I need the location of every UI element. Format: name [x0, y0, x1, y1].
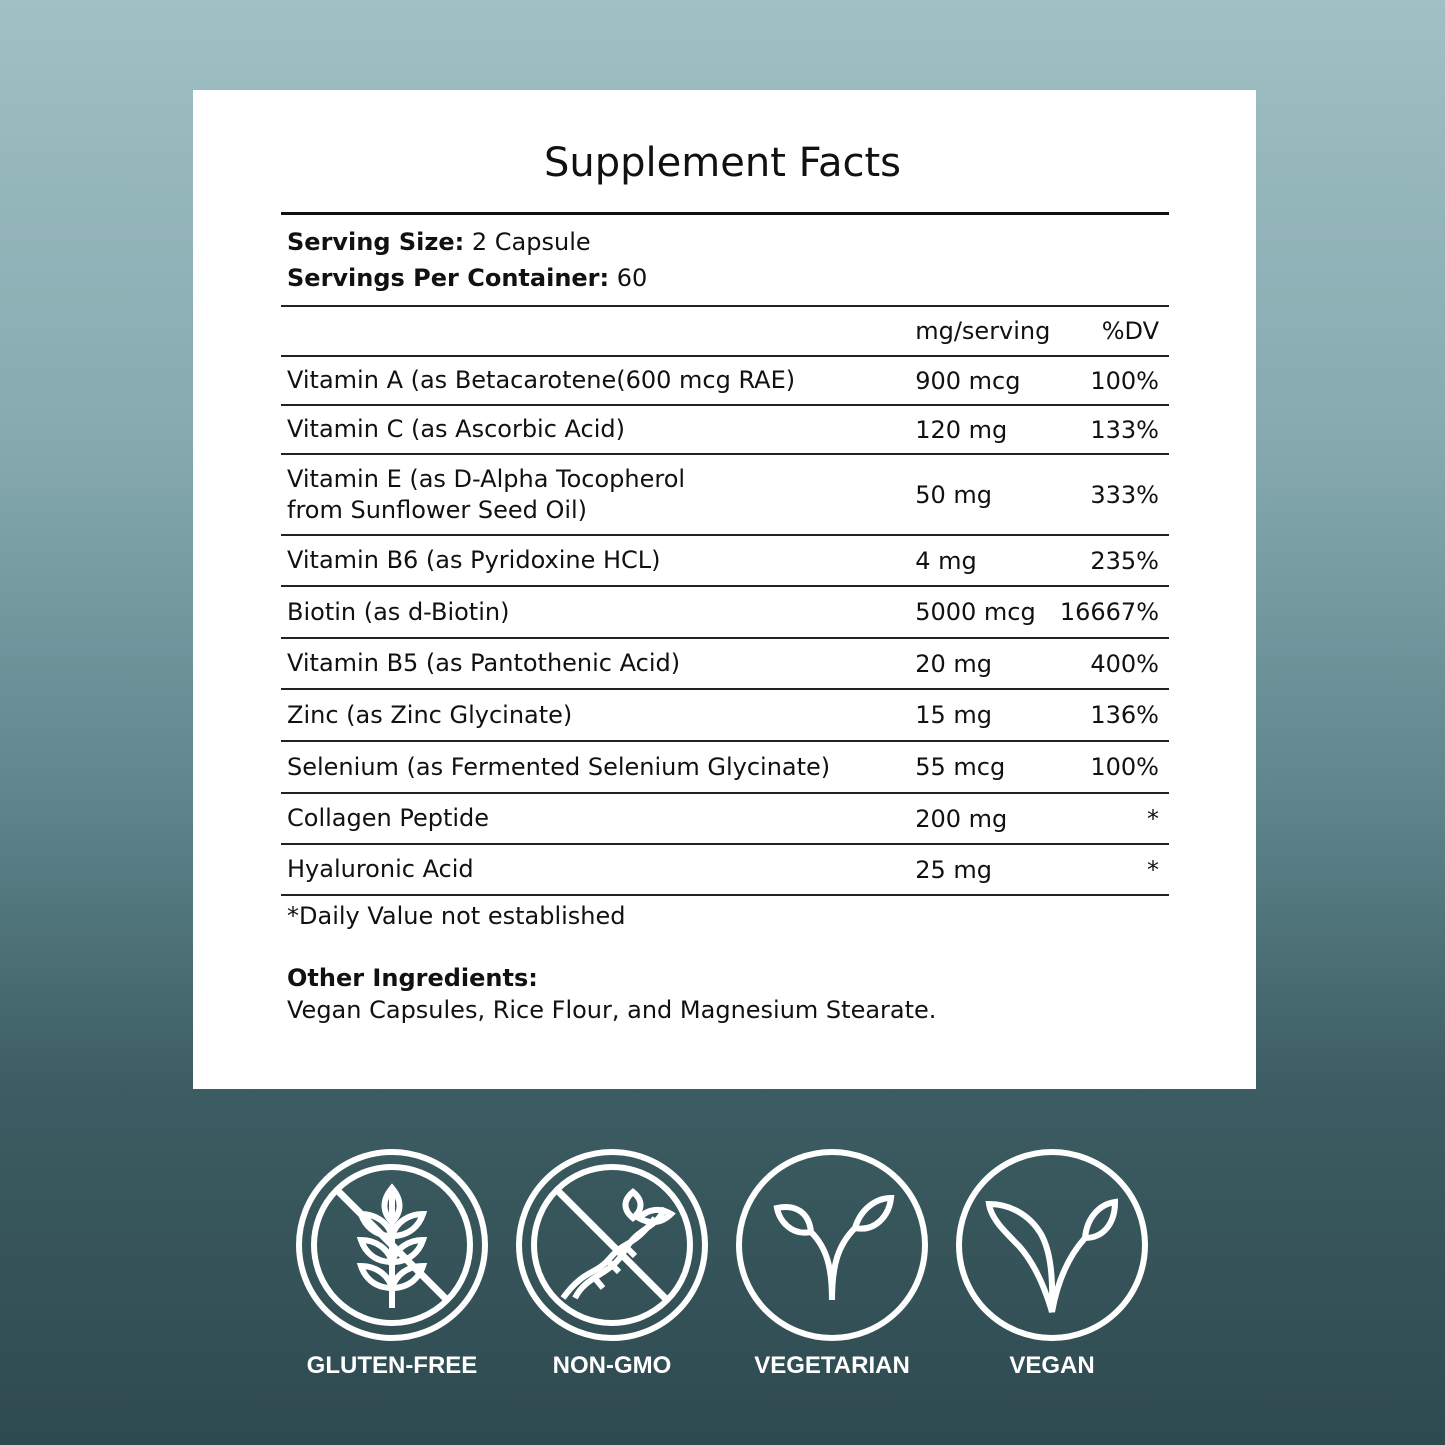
- leaf-v-icon: [955, 1148, 1149, 1342]
- serving-size: Serving Size: 2 Capsule: [287, 228, 591, 256]
- ingredient-name: Vitamin A (as Betacarotene(600 mcg RAE): [281, 356, 905, 405]
- ingredient-amount: 25 mg: [905, 844, 1060, 895]
- ingredient-name: Zinc (as Zinc Glycinate): [281, 689, 905, 741]
- ingredient-name: Vitamin B5 (as Pantothenic Acid): [281, 638, 905, 689]
- ingredient-dv: *: [1060, 793, 1169, 844]
- ingredient-amount: 900 mcg: [905, 356, 1060, 405]
- ingredient-dv: 100%: [1060, 356, 1169, 405]
- ingredient-amount: 55 mcg: [905, 741, 1060, 793]
- ingredient-name: Biotin (as d-Biotin): [281, 586, 905, 638]
- table-row: [281, 689, 1169, 741]
- facts-table: [281, 305, 1169, 896]
- ingredient-amount: 200 mg: [905, 793, 1060, 844]
- badge-label-non-gmo: NON-GMO: [552, 1352, 672, 1379]
- ingredient-amount: 5000 mcg: [905, 586, 1060, 638]
- serving-info: [287, 224, 647, 296]
- wheat-crossed-icon: [295, 1148, 489, 1342]
- page-title: Supplement Facts: [544, 140, 901, 186]
- badge-label-gluten-free: GLUTEN-FREE: [306, 1352, 478, 1379]
- table-row: [281, 356, 1169, 405]
- daily-value-footnote: *Daily Value not established: [287, 902, 626, 930]
- table-row: [281, 405, 1169, 454]
- ingredient-dv: *: [1060, 844, 1169, 895]
- ingredient-name: Vitamin C (as Ascorbic Acid): [281, 405, 905, 454]
- table-row: [281, 454, 1169, 535]
- servings-per-container: Servings Per Container: 60: [287, 264, 648, 292]
- table-row: [281, 793, 1169, 844]
- table-row: [281, 535, 1169, 586]
- other-ingredients-heading: Other Ingredients:: [287, 964, 538, 992]
- ingredient-dv: 16667%: [1060, 586, 1169, 638]
- ingredient-name: Vitamin E (as D-Alpha Tocopherol from Sunflower Seed Oil): [281, 454, 905, 535]
- sprout-icon: [735, 1148, 929, 1342]
- ingredient-amount: 15 mg: [905, 689, 1060, 741]
- ingredient-dv: 136%: [1060, 689, 1169, 741]
- ingredient-name: Selenium (as Fermented Selenium Glycinate): [281, 741, 905, 793]
- ingredient-amount: 20 mg: [905, 638, 1060, 689]
- ingredient-dv: 333%: [1060, 454, 1169, 535]
- table-row: [281, 638, 1169, 689]
- table-row: [281, 586, 1169, 638]
- dv-column-header: %DV: [1060, 306, 1169, 356]
- ingredient-dv: 100%: [1060, 741, 1169, 793]
- table-row: [281, 741, 1169, 793]
- table-row: [281, 844, 1169, 895]
- table-header: [281, 306, 1169, 356]
- ingredient-name: Vitamin B6 (as Pyridoxine HCL): [281, 535, 905, 586]
- ingredient-amount: 120 mg: [905, 405, 1060, 454]
- ingredient-amount: 4 mg: [905, 535, 1060, 586]
- other-ingredients-text: Vegan Capsules, Rice Flour, and Magnesium Stearate.: [287, 996, 937, 1024]
- badge-label-vegan: VEGAN: [1009, 1352, 1095, 1379]
- badge-label-vegetarian: VEGETARIAN: [754, 1352, 910, 1379]
- dna-crossed-icon: [515, 1148, 709, 1342]
- ingredient-name: Hyaluronic Acid: [281, 844, 905, 895]
- ingredient-name: Collagen Peptide: [281, 793, 905, 844]
- ingredient-dv: 400%: [1060, 638, 1169, 689]
- ingredient-dv: 235%: [1060, 535, 1169, 586]
- title-divider: [281, 212, 1169, 215]
- ingredient-amount: 50 mg: [905, 454, 1060, 535]
- ingredient-dv: 133%: [1060, 405, 1169, 454]
- amount-column-header: mg/serving: [905, 306, 1060, 356]
